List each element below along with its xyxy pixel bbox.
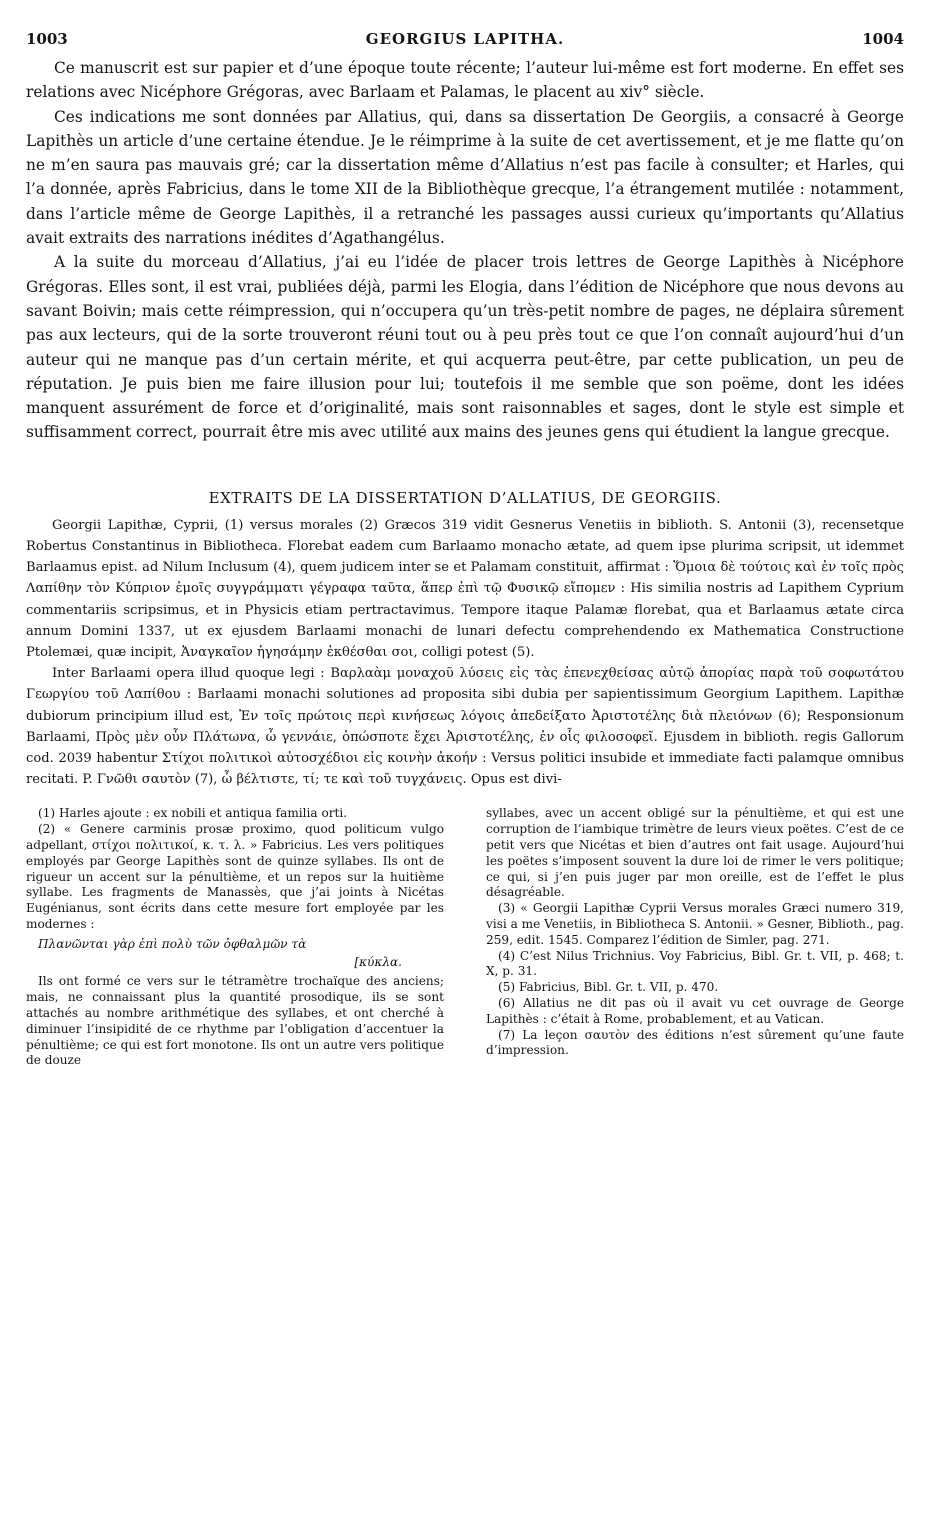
footnote-6: (6) Allatius ne dit pas où il avait vu cet ouvrage de George Lapithès : c’était à Rome, probablement, et au Vatican. [486,995,904,1026]
intro-paragraph: Ces indications me sont données par Allatius, qui, dans sa dissertation De Georgiis, a consacré à George Lapithès un article d’une certaine étendue. Je le réimprime à la suite de cet avertissement, et je me flatte qu’on ne m’en saura pas mauvais gré; car la dissertation même d’Allatius n’est pas facile à consulter; et Harles, qui l’a donnée, après Fabricius, dans le tome XII de la Bibliothèque grecque, l’a étrangement mutilée : notamment, dans l’article même de George Lapithès, il a retranché les passages aussi curieux qu’importants qu’Allatius avait extraits des narrations inédites d’Agathangélus. [26,107,904,248]
running-title: GEORGIUS LAPITHA. [365,30,565,48]
section-title: EXTRAITS DE LA DISSERTATION D’ALLATIUS, DE GEORGIIS. [208,488,722,507]
footnote-2-continuation: syllabes, avec un accent obligé sur la pénultième, et qui est une corruption de l’iambique trimètre de leurs vieux poëtes. C’est de ce petit vers que Nicétas et bien d’autres ont fait usage. Aujourd’hui les poëtes s’imposent souvent la dure loi de rimer le vers politique; ce qui, si j’en puis juger par mon oreille, est de l’effet le plus désagréable. [486,806,904,900]
intro-paragraph: A la suite du morceau d’Allatius, j’ai eu l’idée de placer trois lettres de George Lapithès à Nicéphore Grégoras. Elles sont, il est vrai, publiées déjà, parmi les Elogia, dans l’édition de Nicéphore que nous devons au savant Boivin; mais cette réimpression, qui n’occupera qu’un très-petit nombre de pages, ne déplaira sûrement pas aux lecteurs, qui de la sorte trouveront réuni tout ou à peu près tout ce que l’on connaît aujourd’hui d’un auteur qui ne manque pas d’un certain mérite, et qui acquerra peut-être, par cette publication, un peu de réputation. Je puis bien me faire illusion pour lui; toutefois il me semble que son poëme, dont les idées manquent assurément de force et d’originalité, mais sont raisonnables et sages, dont le style est simple et suffisamment correct, pourrait être mis avec utilité aux mains des jeunes gens qui étudient la langue grecque. [26,253,904,442]
footnote-1: (1) Harles ajoute : ex nobili et antiqua familia orti. [38,806,348,821]
footnote-2-continued: Ils ont formé ce vers sur le tétramètre trochaïque des anciens; mais, ne connaissant plus la quantité prosodique, ils se sont attachés au nombre arithmétique des syllabes, et ont cherché à diminuer l’insipidité de ce rhythme par l’obligation d’accentuer la pénultième; ce qui est fort monotone. Ils ont un autre vers politique de douze [26,974,444,1068]
greek-verse-line: Πλανῶνται γὰρ ἐπὶ πολὺ τῶν ὀφθαλμῶν τὰ [38,936,307,951]
intro-paragraph: Ce manuscrit est sur papier et d’une époque toute récente; l’auteur lui-même est fort moderne. En effet ses relations avec Nicéphore Grégoras, avec Barlaam et Palamas, le placent au xiv° siècle. [26,59,904,102]
extract-text [26,515,904,791]
footnote-3: (3) « Georgii Lapithæ Cyprii Versus morales Græci numero 319, visi a me Venetiis, in Bibliotheca S. Antonii. » Gesner, Biblioth., pag. 259, edit. 1545. Comparez l’édition de Simler, pag. 271. [486,901,905,947]
running-header [26,30,904,56]
extract-paragraph: Georgii Lapithæ, Cyprii, (1) versus morales (2) Græcos 319 vidit Gesnerus Venetiis in biblioth. S. Antonii (3), recensetque Robertus Constantinus in Bibliotheca. Florebat eadem cum Barlaamo monacho ætate, ad quem ipse plurima scripsit, ut idemmet Barlaamus epist. ad Nilum Inclusum (4), quem judicem inter se et Palamam constituit, affirmat : Ὅμοια δὲ τούτοις καὶ ἐν τοῖς πρὸς Λαπίθην τὸν Κύπριον ἐμοῖς συγγράμματι γέγραφα ταῦτα, ἅπερ ἐπὶ τῷ Φυσικῷ εἴπομεν : His similia nostris ad Lapithem Cyprium commentariis scripsimus, et in Physicis etiam pertractavimus. Tempore itaque Palamæ florebat, qua et Barlaamus ætate circa annum Domini 1337, ut ex ejusdem Barlaami monachi de lunari defectu comprehendendo ex Mathematica Constructione Ptolemæi, quæ incipit, Ἀναγκαῖον ἡγησάμην ἐκθέσθαι σοι, colligi potest (5). [26,517,904,660]
footnote-4: (4) C’est Nilus Trichnius. Voy Fabricius, Bibl. Gr. t. VII, p. 468; t. X, p. 31. [486,948,904,979]
page [26,30,904,1069]
footnote-5: (5) Fabricius, Bibl. Gr. t. VII, p. 470. [498,980,719,995]
extract-paragraph: Inter Barlaami opera illud quoque legi : Βαρλαὰμ μοναχοῦ λύσεις εἰς τὰς ἐπενεχθείσας αὐτῷ ἀπορίας παρὰ τοῦ σοφωτάτου Γεωργίου τοῦ Λαπίθου : Barlaami monachi solutiones ad proposita sibi dubia per sapientissimum Georgium Lapithem. Lapithæ dubiorum principium illud est, Ἐν τοῖς πρώτοις περὶ κινήσεως λόγοις ἀπεδείξατο Ἀριστοτέλης διὰ πλειόνων (6); Responsionum Barlaami, Πρὸς μὲν οὖν Πλάτωνα, ὦ γεννάιε, ὁπώσποτε ἔχει Ἀριστοτέλης, ἐν οἷς φιλοσοφεῖ. Ejusdem in biblioth. regis Gallorum cod. 2039 habentur Στίχοι πολιτικοὶ αὐτοσχέδιοι εἰς κοινὴν ἀκοήν : Versus politici insubide et immediate facti palamque omnibus recitati. P. Γνῶθι σαυτὸν (7), ὦ βέλτιστε, τί; τε καὶ τοῦ τυγχάνεις. Opus est divi- [26,666,904,788]
greek-verse-end: [κύκλα. [354,954,402,969]
page-number-right: 1004 [862,30,904,48]
page-number-left: 1003 [26,30,68,48]
footnotes [26,806,904,1069]
footnote-2: (2) « Genere carminis prosæ proximo, quod politicum vulgo adpellant, στίχοι πολιτικοί, κ. τ. λ. » Fabricius. Les vers politiques employés par George Lapithès sont de quinze syllabes. Ils ont de rigueur un accent sur la pénultième, et un repos sur la huitième syllabe. Les fragments de Manassès, que j’ai joints à Nicétas Eugénianus, sont écrits dans cette mesure fort employée par les modernes : [26,822,444,931]
footnotes-left-column [26,806,444,1069]
introduction [26,56,904,445]
footnotes-right-column [486,806,904,1069]
footnote-7: (7) La leçon σαυτὸν des éditions n’est sûrement qu’une faute d’impression. [486,1027,904,1058]
